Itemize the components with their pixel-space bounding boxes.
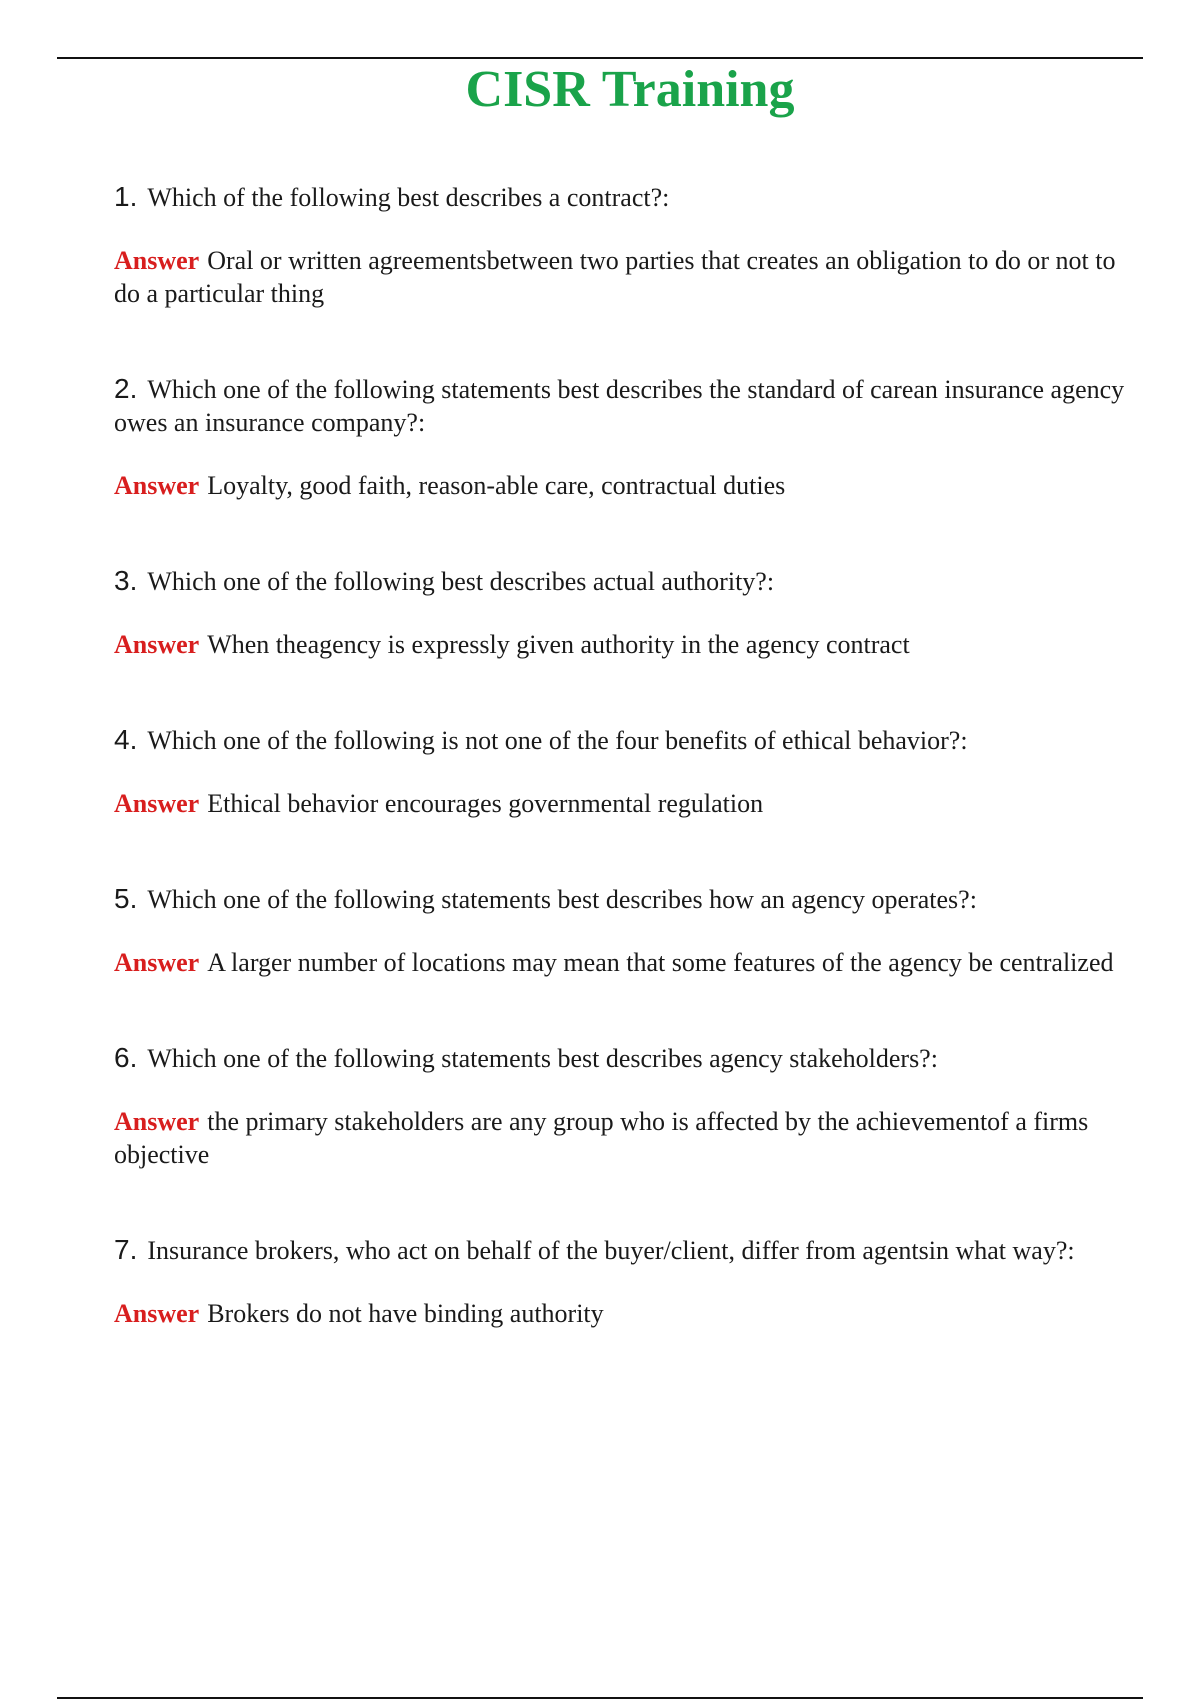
answer-label: Answer [114, 948, 200, 977]
question-text: Which one of the following best describes actual authority?: [147, 567, 775, 596]
question [114, 882, 1134, 916]
question-number: 5. [114, 883, 138, 914]
qa-item [114, 882, 1134, 979]
question-text: Which one of the following statements best describes agency stakeholders?: [147, 1044, 938, 1073]
question-number: 6. [114, 1042, 138, 1073]
answer-label: Answer [114, 630, 200, 659]
answer-text: Ethical behavior encourages governmental regulation [207, 789, 764, 818]
qa-list [114, 180, 1134, 1392]
question-number: 4. [114, 724, 138, 755]
answer-text: the primary stakeholders are any group who is affected by the achievementof a firms objective [114, 1107, 1089, 1169]
answer-text: Brokers do not have binding authority [207, 1299, 604, 1328]
question [114, 372, 1134, 439]
answer-label: Answer [114, 1299, 200, 1328]
answer [114, 1297, 1134, 1330]
answer [114, 469, 1134, 502]
qa-item [114, 723, 1134, 820]
question-number: 2. [114, 373, 138, 404]
qa-item [114, 1233, 1134, 1330]
answer [114, 244, 1134, 310]
question-text: Which one of the following statements best describes the standard of carean insurance agency owes an insurance company?: [114, 375, 1125, 437]
answer-text: Oral or written agreementsbetween two parties that creates an obligation to do or not to do a particular thing [114, 246, 1116, 308]
answer-label: Answer [114, 471, 200, 500]
qa-item [114, 564, 1134, 661]
question-number: 1. [114, 181, 138, 212]
question-number: 7. [114, 1234, 138, 1265]
question-text: Which of the following best describes a contract?: [147, 183, 670, 212]
answer-text: A larger number of locations may mean that some features of the agency be centralized [207, 948, 1114, 977]
answer-label: Answer [114, 246, 200, 275]
answer-text: Loyalty, good faith, reason-able care, contractual duties [207, 471, 786, 500]
question [114, 180, 1134, 214]
question [114, 564, 1134, 598]
answer [114, 787, 1134, 820]
question-text: Which one of the following is not one of the four benefits of ethical behavior?: [147, 726, 968, 755]
question [114, 723, 1134, 757]
qa-item [114, 180, 1134, 310]
answer-text: When theagency is expressly given authority in the agency contract [207, 630, 910, 659]
qa-item [114, 372, 1134, 502]
question [114, 1233, 1134, 1267]
document-title: CISR Training [465, 61, 795, 118]
answer [114, 628, 1134, 661]
answer-label: Answer [114, 789, 200, 818]
answer [114, 946, 1134, 979]
bottom-rule [57, 1697, 1143, 1699]
answer [114, 1105, 1134, 1171]
qa-item [114, 1041, 1134, 1171]
question-text: Which one of the following statements best describes how an agency operates?: [147, 885, 977, 914]
question [114, 1041, 1134, 1075]
question-number: 3. [114, 565, 138, 596]
question-text: Insurance brokers, who act on behalf of the buyer/client, differ from agentsin what way?: [147, 1236, 1075, 1265]
answer-label: Answer [114, 1107, 200, 1136]
